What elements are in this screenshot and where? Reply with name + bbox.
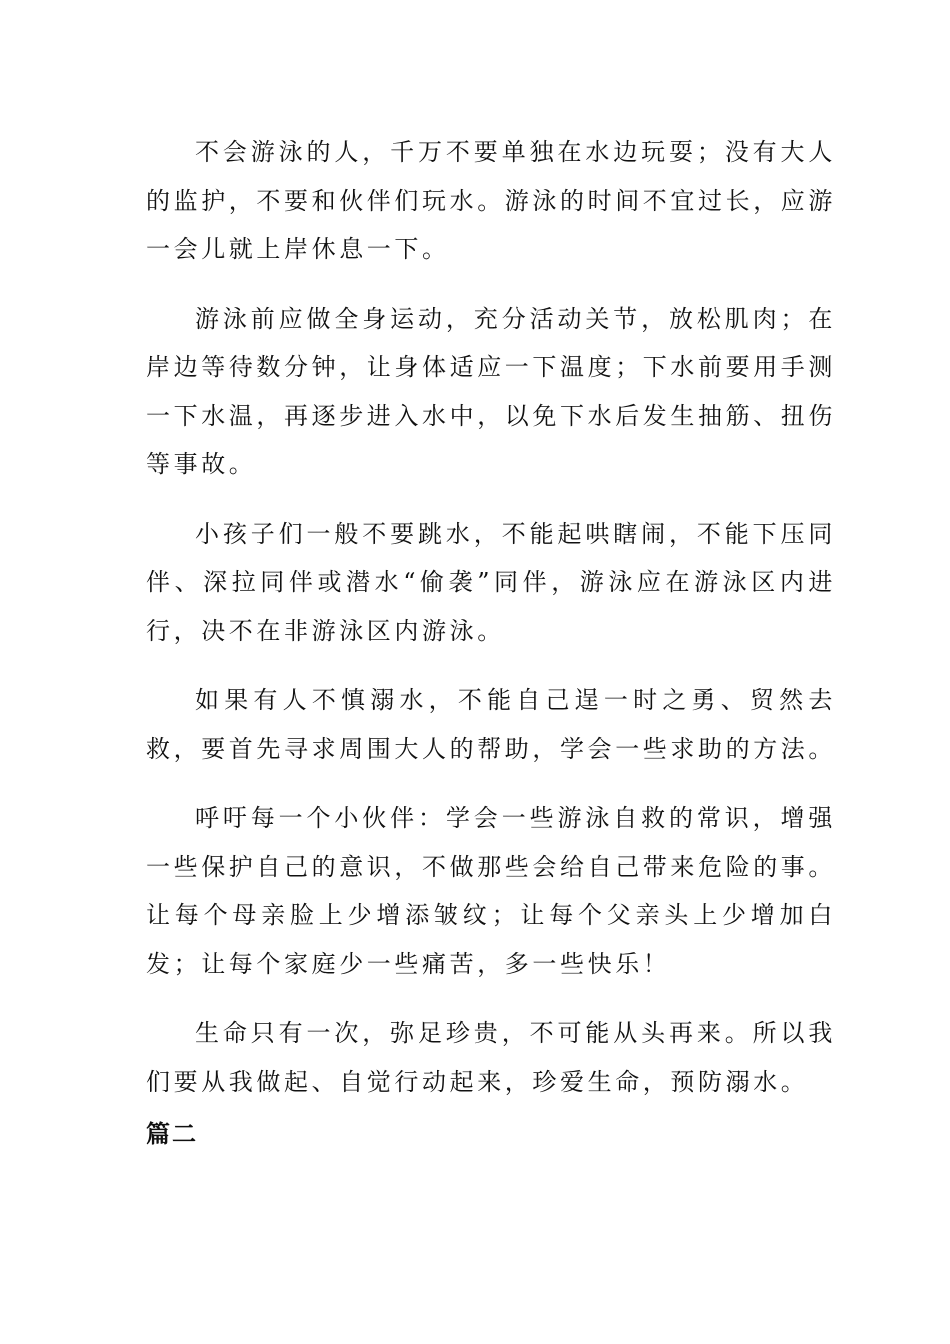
paragraph-3: 小孩子们一般不要跳水，不能起哄瞎闹，不能下压同伴、深拉同伴或潜水“偷袭”同伴，游泳应在游泳区内进行，决不在非游泳区内游泳。 <box>146 519 836 645</box>
document-body <box>146 128 836 1154</box>
paragraph-5: 呼吁每一个小伙伴：学会一些游泳自救的常识，增强一些保护自己的意识，不做那些会给自己带来危险的事。让每个母亲脸上少增添皱纹；让每个父亲头上少增加白发；让每个家庭少一些痛苦，多一些快乐！ <box>146 804 836 978</box>
section-heading: 篇二 <box>146 1120 198 1148</box>
paragraph-1: 不会游泳的人，千万不要单独在水边玩耍；没有大人的监护，不要和伙伴们玩水。游泳的时间不宜过长，应游一会儿就上岸休息一下。 <box>146 138 836 263</box>
paragraph-4: 如果有人不慎溺水，不能自己逞一时之勇、贸然去救，要首先寻求周围大人的帮助，学会一些求助的方法。 <box>146 686 836 763</box>
paragraph-6: 生命只有一次，弥足珍贵，不可能从头再来。所以我们要从我做起、自觉行动起来，珍爱生命，预防溺水。 <box>146 1019 836 1096</box>
paragraph-2: 游泳前应做全身运动，充分活动关节，放松肌肉；在岸边等待数分钟，让身体适应一下温度；下水前要用手测一下水温，再逐步进入水中，以免下水后发生抽筋、扭伤等事故。 <box>146 304 836 478</box>
